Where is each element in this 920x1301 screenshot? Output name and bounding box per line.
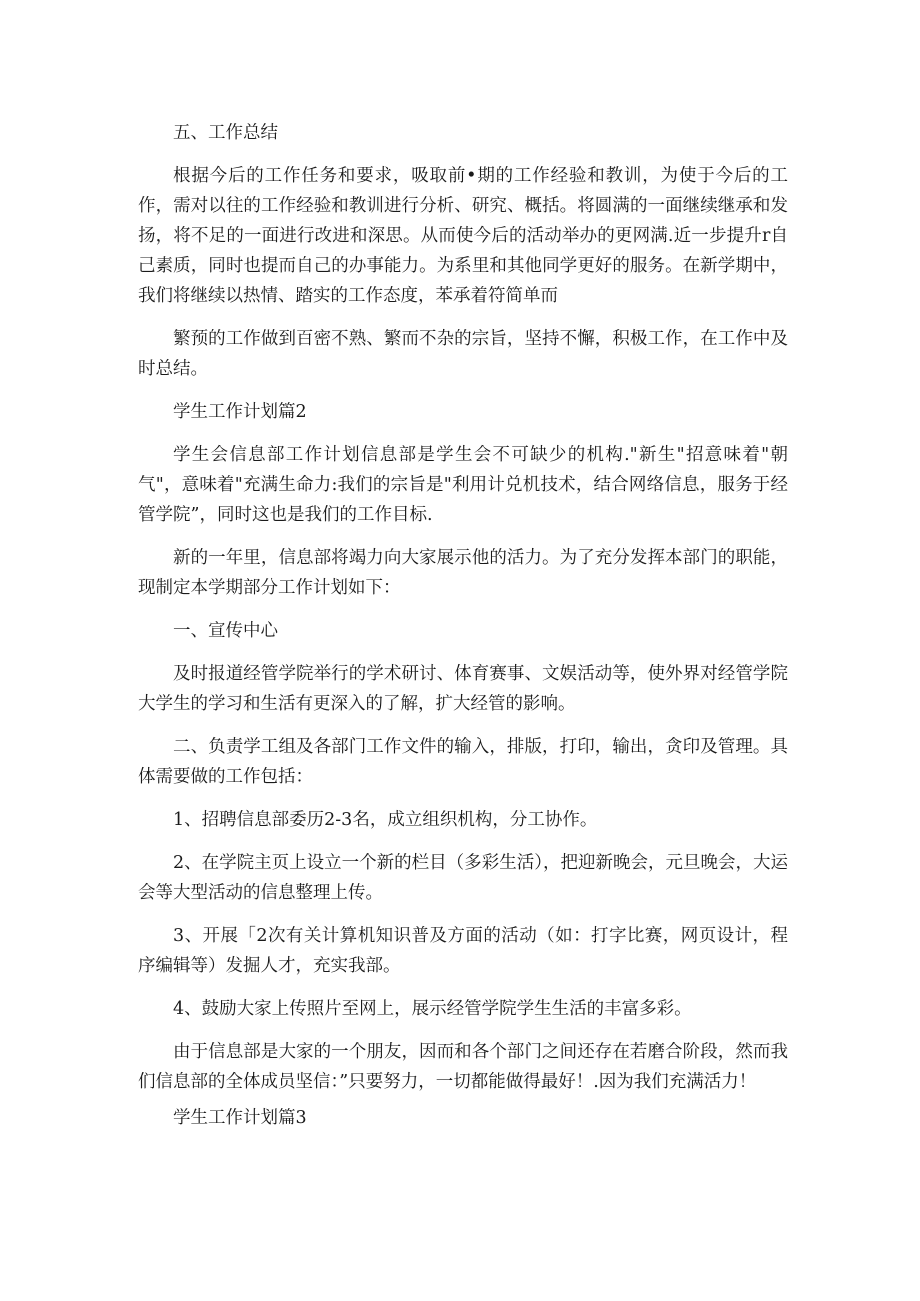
paragraph: 学生会信息部工作计划信息部是学生会不可缺少的机构."新生"招意味着"朝气"，意味着"充满生命力:我们的宗旨是"利用计兑机技术，结合网络信息，服务于经管学院”，同时这也是我们的工作目标. <box>138 445 788 525</box>
paragraph: 二、负责学工组及各部门工作文件的输入，排版，打印，输出，贪印及管理。具体需要做的工作包括： <box>138 737 788 787</box>
paragraph: 新的一年里，信息部将竭力向大家展示他的活力。为了充分发挥本部门的职能，现制定本学期部分工作计划如下： <box>138 548 788 598</box>
section-heading-plan-2: 学生工作计划篇2 <box>173 402 307 422</box>
list-item: 2、在学院主页上设立一个新的栏目（多彩生活），把迎新晚会，元旦晚会，大运会等大型活动的信息整理上传。 <box>138 853 788 903</box>
paragraph: 根据今后的工作任务和要求，吸取前•期的工作经验和教训，为使于今后的工作，需对以往的工作经验和教训进行分析、研究、概括。将圆满的一面继续继承和发扬，将不足的一面进行改进和深思。从而使今后的活动举办的更网满.近一步提升r自己素质，同时也提而自己的办事能力。为系里和其他同学更好的服务。在新学期中，我们将继续以热情、踏实的工作态度，苯承着符简单而 <box>138 166 788 306</box>
paragraph: 及时报道经管学院举行的学术研讨、体育赛事、文娱活动等，使外界对经管学院大学生的学习和生活有更深入的了解，扩大经管的影响。 <box>138 664 788 714</box>
section-heading-publicity-center: 一、宣传中心 <box>173 621 278 641</box>
document-body <box>138 118 788 1146</box>
paragraph: 繁预的工作做到百密不熟、繁而不杂的宗旨，坚持不懈，积极工作，在工作中及时总结。 <box>138 329 788 379</box>
list-item: 4、鼓励大家上传照片至网上，展示经管学院学生生活的丰富多彩。 <box>173 999 692 1019</box>
list-item: 1、招聘信息部委历2-3名，成立组织机构，分工协作。 <box>173 810 598 830</box>
section-heading-plan-3: 学生工作计划篇3 <box>173 1108 307 1128</box>
list-item: 3、开展「2次有关计算机知识普及方面的活动（如：打字比赛，网页设计，程序编辑等）发掘人才，充实我部。 <box>138 926 788 976</box>
section-heading-work-summary: 五、工作总结 <box>173 123 278 143</box>
paragraph: 由于信息部是大家的一个朋友，因而和各个部门之间还存在若磨合阶段，然而我们信息部的全体成员坚信：”只要努力，一切都能做得最好！.因为我们充满活力！ <box>138 1042 788 1092</box>
